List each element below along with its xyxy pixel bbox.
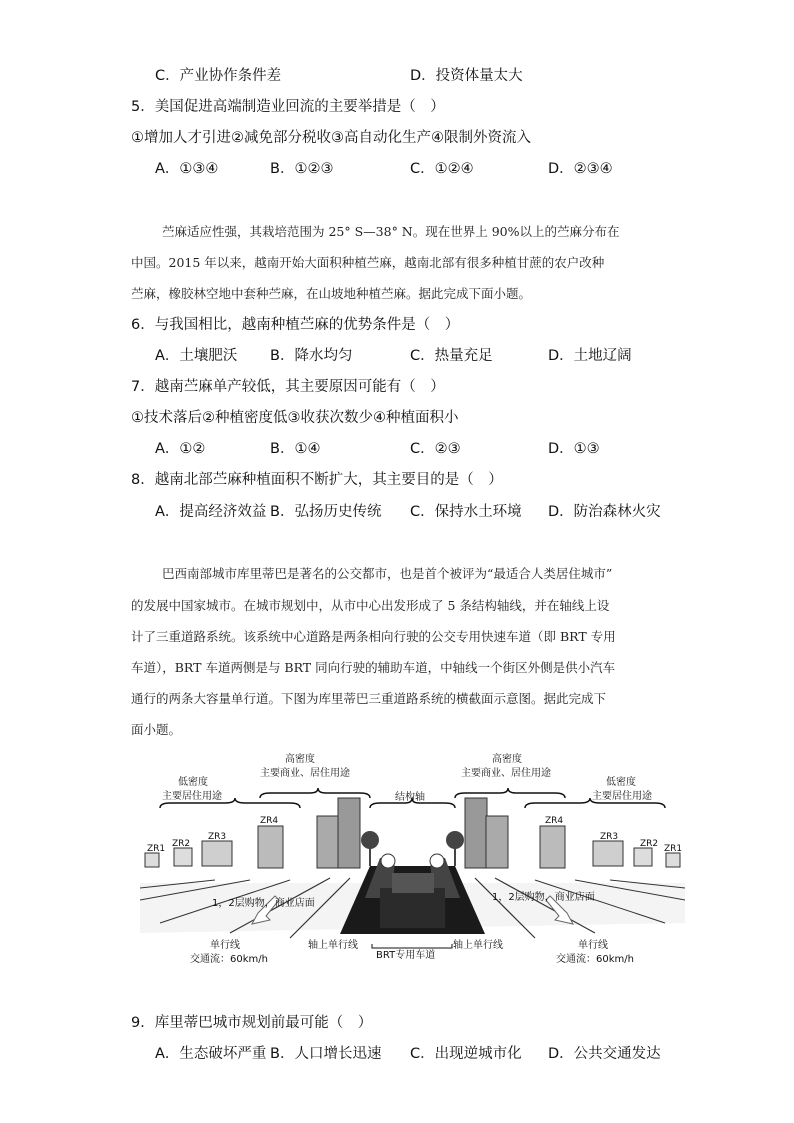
zr2-label-right: ZR2 [640,839,659,849]
highrise-right-2 [486,816,508,868]
axis-label: 结构轴 [395,792,425,803]
q8-option-d: D．防治森林火灾 [548,504,661,520]
q4-option-c: C．产业协作条件差 [155,68,282,84]
q7-items: ①技术落后②种植密度低③收获次数少④种植面积小 [131,410,459,426]
passage2-line1: 巴西南部城市库里蒂巴是著名的公交都市，也是首个被评为“最适合人类居住城市” [162,566,613,581]
passage2-line4: 车道），BRT 车道两侧是与 BRT 同向行驶的辅助车道，中轴线一个街区外侧是供小汽车 [131,660,616,675]
q5-option-a: A．①③④ [155,161,219,177]
high-density-label-left: 高密度 [285,754,315,765]
q5-stem: 5．美国促进高端制造业回流的主要举措是（ ） [131,99,445,115]
zr3-label-right: ZR3 [600,832,619,842]
q8-stem: 8．越南北部苎麻种植面积不断扩大，其主要目的是（ ） [131,472,503,488]
high-density-bracket-right [455,788,565,798]
q4-option-d: D．投资体量太大 [410,68,523,84]
highrise-left-2 [338,798,360,868]
zr1-label-right: ZR1 [664,844,683,854]
high-density-use-label-left: 主要商业、居住用途 [260,768,350,779]
low-density-label-right: 低密度 [606,777,636,788]
zr1-label-left: ZR1 [147,844,166,854]
bus-stop-left-icon [381,854,395,868]
passage2-line6: 面小题。 [131,722,182,737]
q7-option-b: B．①④ [270,441,321,457]
oneway-label-left: 单行线 [210,940,240,951]
q6-stem: 6．与我国相比，越南种植苎麻的优势条件是（ ） [131,317,460,333]
zr1-building [145,853,159,867]
shops-label-right: 1，2层购物，商业店面 [492,892,595,903]
brt-traffic [380,888,445,928]
passage2-line5: 通行的两条大容量单行道。下图为库里蒂巴三重道路系统的横截面示意图。据此完成下 [131,691,607,706]
zr4-building-right [540,826,565,868]
q6-option-b: B．降水均匀 [270,348,353,364]
passage1-line2: 中国。2015 年以来，越南开始大面积种植苎麻，越南北部有很多种植甘蔗的农户改种 [131,255,605,270]
bus-stop-right-icon [430,854,444,868]
oneway-label-right: 单行线 [578,940,608,951]
q7-option-c: C．②③ [410,441,461,457]
zr3-label-left: ZR3 [208,832,227,842]
zr1-building-right [666,853,680,867]
passage2-line2: 的发展中国家城市。在城市规划中，从市中心出发形成了 5 条结构轴线，并在轴线上设 [131,598,610,613]
q8-option-b: B．弘扬历史传统 [270,504,382,520]
low-density-label-left: 低密度 [178,777,208,788]
cross-section-svg [140,748,685,970]
road-system-cross-section-figure [140,748,685,970]
q9-option-a: A．生态破坏严重 [155,1046,267,1062]
traffic-label-right: 交通流：60km/h [556,954,634,965]
high-density-use-label-right: 主要商业、居住用途 [461,768,551,779]
q7-stem: 7．越南苎麻单产较低，其主要原因可能有（ ） [131,379,445,395]
q5-option-d: D．②③④ [548,161,613,177]
high-density-label-right: 高密度 [492,754,522,765]
passage1-line1: 苎麻适应性强，其栽培范围为 25° S—38° N。现在世界上 90%以上的苎麻分布在 [162,224,620,239]
q5-option-c: C．①②④ [410,161,474,177]
shops-label-left: 1，2层购物，商业店面 [212,898,315,909]
q9-option-d: D．公共交通发达 [548,1046,661,1062]
brt-label: BRT专用车道 [376,950,436,961]
highrise-left-1 [317,816,339,868]
q6-option-d: D．土地辽阔 [548,348,632,364]
low-density-use-label-right: 主要居住用途 [592,791,652,802]
q5-items: ①增加人才引进②减免部分税收③高自动化生产④限制外资流入 [131,130,531,146]
zr2-building-right [634,848,652,866]
traffic-label-left: 交通流：60km/h [190,954,268,965]
q7-option-d: D．①③ [548,441,600,457]
zr4-label-right: ZR4 [545,816,564,826]
q6-option-c: C．热量充足 [410,348,493,364]
q8-option-a: A．提高经济效益 [155,504,267,520]
axis-oneway-label-left: 轴上单行线 [308,940,358,951]
q7-option-a: A．①② [155,441,206,457]
q9-option-b: B．人口增长迅速 [270,1046,382,1062]
high-density-bracket-left [260,788,370,798]
passage1-line3: 苎麻，橡胶林空地中套种苎麻，在山坡地种植苎麻。据此完成下面小题。 [131,286,532,301]
low-density-use-label-left: 主要居住用途 [162,791,222,802]
passage2-line3: 计了三重道路系统。该系统中心道路是两条相向行驶的公交专用快速车道（即 BRT 专用 [131,629,616,644]
brt-bracket [372,944,452,948]
q6-option-a: A．土壤肥沃 [155,348,238,364]
q8-option-c: C．保持水土环境 [410,504,522,520]
bus-front [392,873,434,893]
zr2-label-left: ZR2 [172,839,191,849]
zr2-building [174,848,192,866]
zr4-label-left: ZR4 [260,816,279,826]
zr4-building [258,826,283,868]
q5-option-b: B．①②③ [270,161,334,177]
q9-option-c: C．出现逆城市化 [410,1046,522,1062]
axis-oneway-label-right: 轴上单行线 [453,940,503,951]
zr3-building [202,841,232,866]
zr3-building-right [593,841,623,866]
highrise-right-1 [465,798,487,868]
q9-stem: 9．库里蒂巴城市规划前最可能（ ） [131,1015,373,1031]
